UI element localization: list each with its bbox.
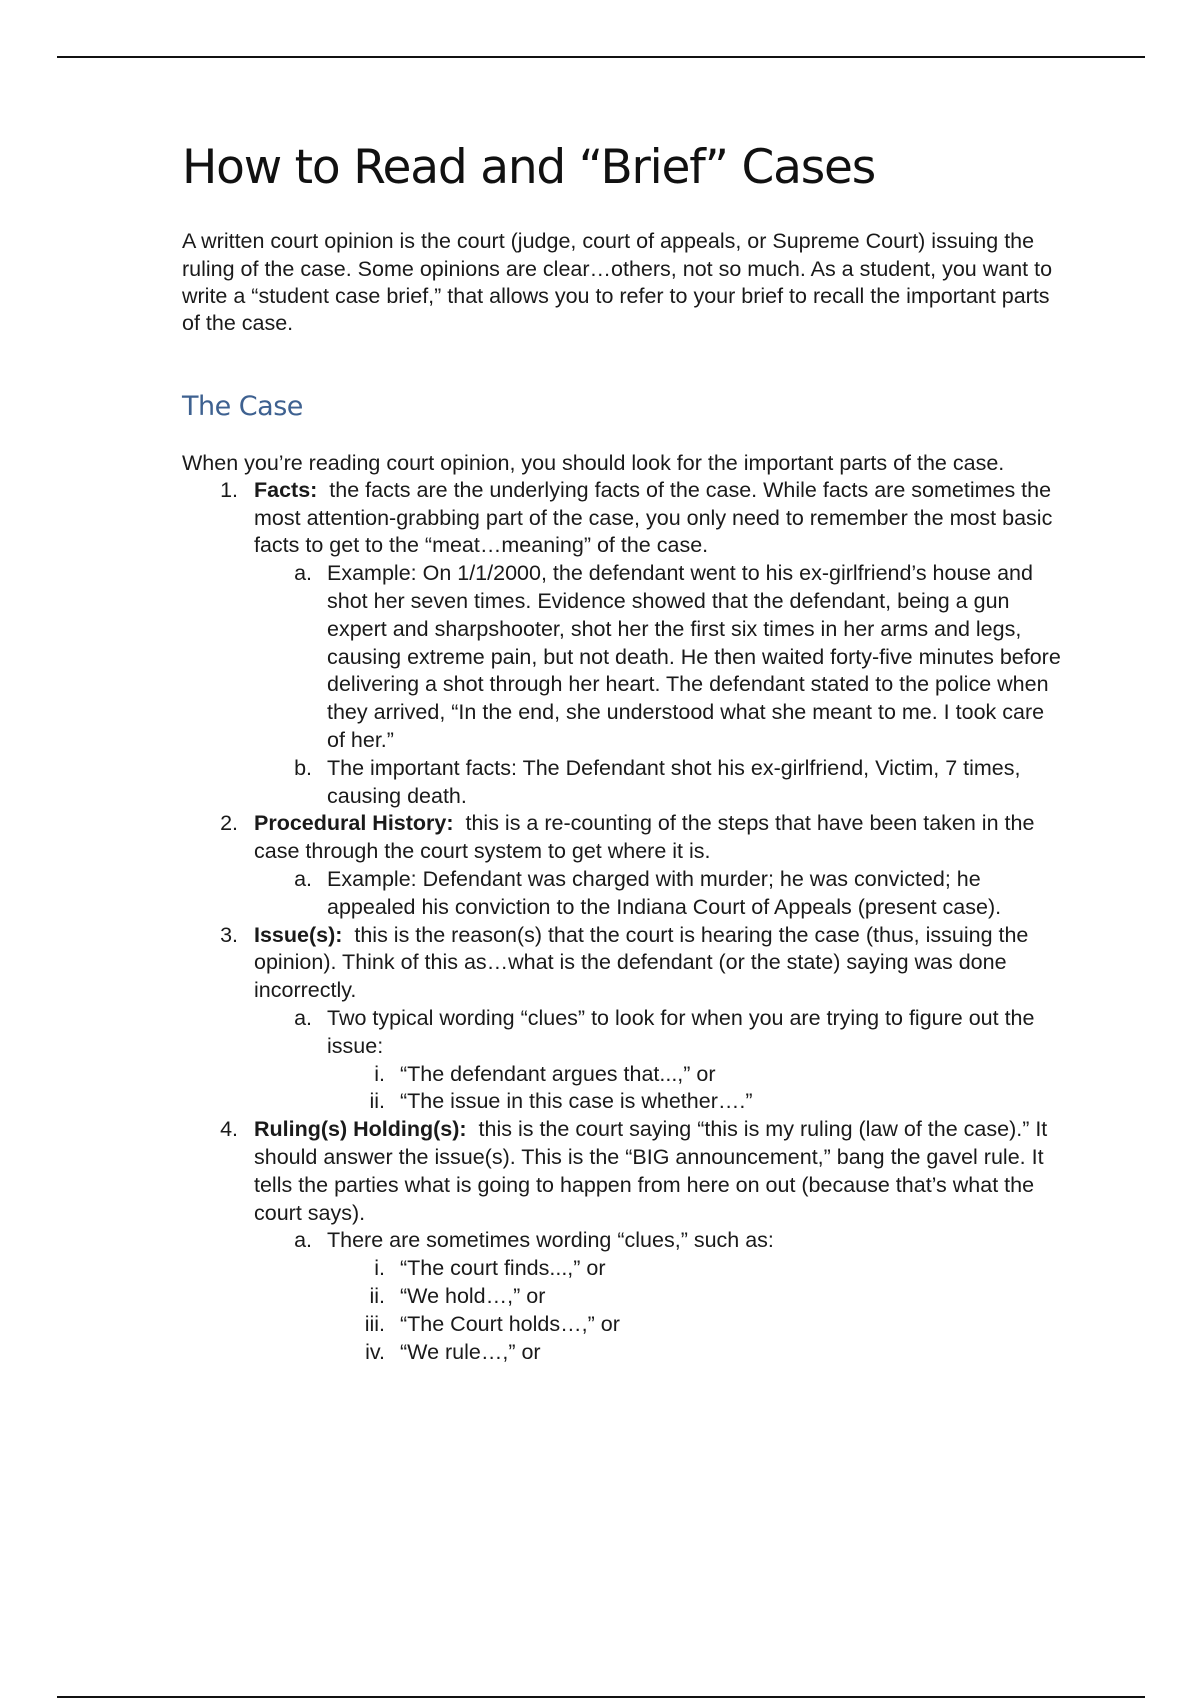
- list-term: Ruling(s) Holding(s):: [254, 1117, 467, 1142]
- section-lead-paragraph: When you’re reading court opinion, you should look for the important parts of the case.: [182, 450, 1005, 475]
- list-text: “We hold…,” or: [400, 1283, 546, 1308]
- list-marker: a.: [294, 866, 312, 891]
- sub-list-item: [254, 755, 1062, 811]
- list-item-issues: [182, 922, 1062, 1117]
- list-text: The important facts: The Defendant shot his ex-girlfriend, Victim, 7 times, causing death.: [327, 755, 1021, 808]
- list-item-rulings-holdings: [182, 1116, 1062, 1366]
- list-marker: 4.: [220, 1117, 238, 1142]
- list-text: this is the court saying “this is my ruling (law of the case).” It should answer the issue(s). This is the “BIG announcement,” bang the gavel rule. It tells the parties what is going to happen from here on out (because that’s what the court says).: [254, 1117, 1048, 1225]
- list-text: Example: Defendant was charged with murder; he was convicted; he appealed his conviction to the Indiana Court of Appeals (present case).: [327, 866, 1002, 919]
- sub-sub-list-item: [327, 1283, 1062, 1311]
- list-marker: a.: [294, 1228, 312, 1253]
- sub-sub-list-item: [327, 1061, 1062, 1089]
- list-marker: a.: [294, 1005, 312, 1030]
- list-term: Procedural History:: [254, 811, 454, 836]
- list-marker: 2.: [220, 811, 238, 836]
- sub-list: [254, 1005, 1062, 1116]
- sub-sub-list-item: [327, 1311, 1062, 1339]
- list-term: Facts:: [254, 477, 318, 502]
- top-rule: [57, 56, 1145, 58]
- list-marker: 1.: [220, 477, 238, 502]
- sub-list: [254, 560, 1062, 810]
- sub-sub-list-item: [327, 1339, 1062, 1367]
- list-text: “We rule…,” or: [400, 1339, 541, 1364]
- sub-list-item: [254, 866, 1062, 922]
- sub-sub-list: [327, 1255, 1062, 1366]
- list-term: Issue(s):: [254, 922, 343, 947]
- section-heading: The Case: [182, 391, 303, 423]
- brief-parts-list: [182, 477, 1062, 1367]
- list-marker: b.: [294, 755, 312, 780]
- page-title: How to Read and “Brief” Cases: [182, 140, 875, 195]
- list-marker: a.: [294, 561, 312, 586]
- list-text: “The defendant argues that...,” or: [400, 1061, 716, 1086]
- list-text: There are sometimes wording “clues,” such as:: [327, 1228, 774, 1253]
- list-marker: i.: [374, 1061, 385, 1086]
- list-text: “The Court holds…,” or: [400, 1311, 620, 1336]
- list-text: this is the reason(s) that the court is hearing the case (thus, issuing the opinion). Think of this as…what is the defendant (or the state) saying was done incorrectly.: [254, 922, 1029, 1003]
- list-marker: 3.: [220, 922, 238, 947]
- list-text: “The court finds...,” or: [400, 1256, 606, 1281]
- list-text: “The issue in this case is whether….”: [400, 1089, 753, 1114]
- bottom-rule: [57, 1696, 1145, 1698]
- list-marker: ii.: [369, 1283, 385, 1308]
- list-text: this is a re-counting of the steps that have been taken in the case through the court system to get where it is.: [254, 811, 1035, 864]
- list-marker: i.: [374, 1256, 385, 1281]
- sub-list-item: [254, 560, 1062, 755]
- sub-sub-list: [327, 1061, 1062, 1117]
- sub-sub-list-item: [327, 1088, 1062, 1116]
- list-marker: ii.: [369, 1089, 385, 1114]
- document-page: [182, 140, 1062, 1366]
- list-text: Example: On 1/1/2000, the defendant went to his ex-girlfriend’s house and shot her seven times. Evidence showed that the defendant, being a gun expert and sharpshooter, shot her the first six times in her arms and legs, causing extreme pain, but not death. He then waited forty-five minutes before delivering a shot through her heart. The defendant stated to the police when they arrived, “In the end, she understood what she meant to me. I took care of her.”: [327, 561, 1061, 752]
- sub-list-item: [254, 1227, 1062, 1366]
- sub-list: [254, 866, 1062, 922]
- sub-sub-list-item: [327, 1255, 1062, 1283]
- sub-list-item: [254, 1005, 1062, 1116]
- sub-list: [254, 1227, 1062, 1366]
- list-item-facts: [182, 477, 1062, 811]
- intro-paragraph: A written court opinion is the court (judge, court of appeals, or Supreme Court) issuing the ruling of the case. Some opinions are clear…others, not so much. As a student, you want to write a “student case brief,” that allows you to refer to your brief to recall the important parts of the case.: [182, 229, 1053, 335]
- list-text: Two typical wording “clues” to look for when you are trying to figure out the issue:: [327, 1005, 1035, 1058]
- list-text: the facts are the underlying facts of the case. While facts are sometimes the most attention-grabbing part of the case, you only need to remember the most basic facts to get to the “meat…meaning” of the case.: [254, 477, 1053, 558]
- list-marker: iv.: [365, 1339, 385, 1364]
- list-marker: iii.: [364, 1311, 385, 1336]
- list-item-procedural-history: [182, 810, 1062, 921]
